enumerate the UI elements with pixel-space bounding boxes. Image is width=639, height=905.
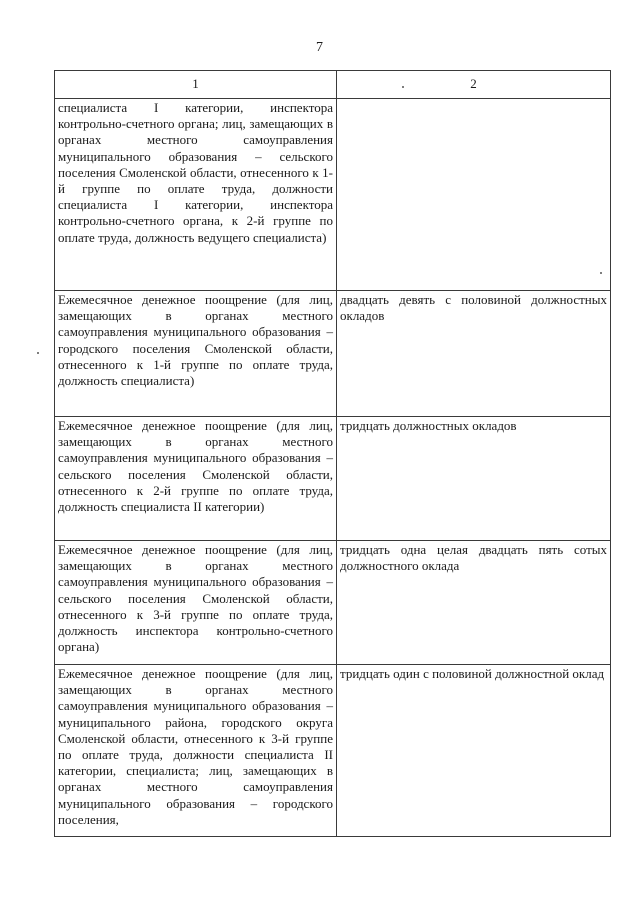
amount-cell: тридцать должностных окладов	[337, 417, 611, 541]
page-number: 7	[316, 40, 323, 55]
table-row	[55, 417, 611, 541]
amount-cell: двадцать девять с половиной должностных окладов	[337, 291, 611, 417]
column-header-1: 1	[55, 71, 337, 99]
table-row	[55, 665, 611, 837]
scan-speck	[402, 86, 404, 88]
table-header-row	[55, 71, 611, 99]
salary-table	[54, 70, 611, 837]
column-header-2: 2	[337, 71, 611, 99]
amount-cell: тридцать один с половиной должностной оклад	[337, 665, 611, 837]
scan-speck	[37, 352, 39, 354]
table-row	[55, 291, 611, 417]
scan-speck	[600, 272, 602, 274]
table-row	[55, 99, 611, 291]
position-description-cell: Ежемесячное денежное поощрение (для лиц, замещающих в органах местного самоуправления муниципального образования – сельского поселения Смоленской области, отнесенного к 3-й группе по оплате труда, должность инспектора контрольно-счетного органа)	[55, 541, 337, 665]
amount-cell	[337, 99, 611, 291]
position-description-cell: Ежемесячное денежное поощрение (для лиц, замещающих в органах местного самоуправления муниципального образования – муниципального района, городского округа Смоленской области, отнесенного к 3-й группе по оплате труда, должности специалиста II категории, специалиста; лиц, замещающих в органах местного самоуправления муниципального образования – городского поселения,	[55, 665, 337, 837]
position-description-cell: Ежемесячное денежное поощрение (для лиц, замещающих в органах местного самоуправления муниципального образования – сельского поселения Смоленской области, отнесенного к 2-й группе по оплате труда, должность специалиста II категории)	[55, 417, 337, 541]
amount-cell: тридцать одна целая двадцать пять сотых должностного оклада	[337, 541, 611, 665]
position-description-cell: специалиста I категории, инспектора контрольно-счетного органа; лиц, замещающих в органах местного самоуправления муниципального образования – сельского поселения Смоленской области, отнесенного к 1-й группе по оплате труда, должности специалиста I категории, инспектора контрольно-счетного органа, к 2-й группе по оплате труда, должность ведущего специалиста)	[55, 99, 337, 291]
position-description-cell: Ежемесячное денежное поощрение (для лиц, замещающих в органах местного самоуправления муниципального образования – городского поселения Смоленской области, отнесенного к 1-й группе по оплате труда, должность специалиста)	[55, 291, 337, 417]
table-row	[55, 541, 611, 665]
